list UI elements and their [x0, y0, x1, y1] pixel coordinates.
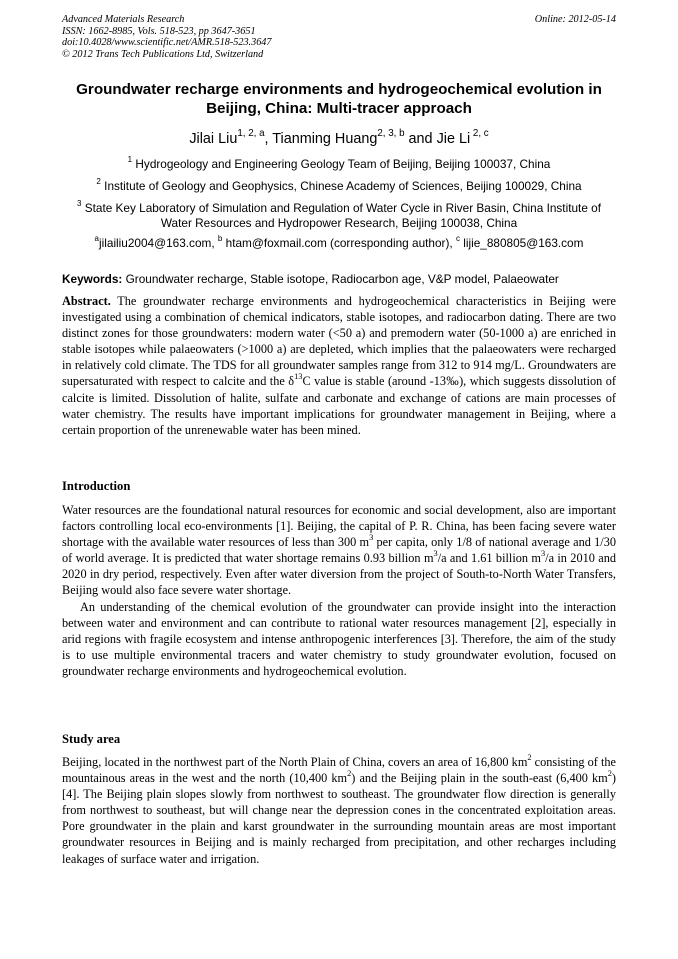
study-area-body [62, 754, 616, 867]
online-date: Online: 2012-05-14 [534, 14, 616, 25]
paragraph-text: per capita, only 1/8 of national average and 1/30 of world average. It is predicted that water shortage remains 0.93 billion m [62, 535, 616, 566]
author-name: Jilai Liu [189, 131, 238, 147]
author-superscript: 2, c [470, 127, 489, 139]
author-separator: , [264, 131, 273, 147]
affiliation-superscript: 3 [76, 198, 82, 208]
email-superscript: a [94, 233, 100, 243]
paragraph-text: consisting of the mountainous areas in the west and the north (10,400 km [62, 755, 616, 786]
affiliation-text: Institute of Geology and Geophysics, Chinese Academy of Sciences, Beijing 100029, China [100, 179, 582, 193]
journal-name: Advanced Materials Research [62, 14, 185, 25]
introduction-paragraph-2: An understanding of the chemical evolution of the groundwater can provide insight into the interaction between water and environment and can contribute to rational water resources management [2], especially in arid regions with fragile ecosystem and intense anthropogenic interferences [3]. Therefore, the aim of the study is to use multiple environmental tracers and water chemistry to study groundwater evolution, focused on groundwater recharge environments and hydrogeochemical evolution. [62, 599, 616, 678]
affiliation-text: State Key Laboratory of Simulation and Regulation of Water Cycle in River Basin, China Institute of [81, 201, 601, 215]
unit-superscript: 3 [433, 548, 438, 558]
affiliation-3 [40, 198, 638, 231]
unit-superscript: 3 [369, 532, 374, 542]
author-name: Jie Li [436, 131, 471, 147]
paragraph-text: ) [4]. The Beijing plain slopes slowly from northwest to southeast. The groundwater flow direction is generally from northwest to southeast, but will change near the depression cones in the concentrated exploitation areas. Pore groundwater in the plain and karst groundwater in the surrounding mountain areas are most important groundwater resources in Beijing and is mainly recharged from precipitation, and other recharges including leakages of surface water and irrigation. [62, 771, 616, 866]
author-separator: and [404, 131, 437, 147]
author-superscript: 2, 3, b [377, 127, 405, 139]
keywords-label: Keywords: [62, 272, 123, 286]
author-list [40, 127, 638, 148]
affiliation-text: Hydrogeology and Engineering Geology Team of Beijing, Beijing 100037, China [132, 157, 551, 171]
author-superscript: 1, 2, a [237, 127, 265, 139]
affiliation-2 [40, 176, 638, 194]
abstract-text: The groundwater recharge environments and hydrogeochemical characteristics in Beijing were investigated using a combination of chemical indicators, stable isotopes, and radiocarbon dating. There are two distinct zones for those groundwaters: modern water (<50 a) and premodern water (50-1000 a) are enriched in stable isotopes while palaeowaters (>1000 a) are depleted, which implies that the palaeowaters were recharged in relatively cold climate. The TDS for all groundwater samples range from 312 to 914 mg/L. Groundwaters are supersaturated with respect to calcite and the δ [62, 294, 616, 389]
keywords-text: Groundwater recharge, Stable isotope, Radiocarbon age, V&P model, Palaeowater [122, 272, 559, 286]
paragraph-text: Water resources are the foundational natural resources for economic and social development, also are important factors controlling local eco-environments [1]. Beijing, the capital of P. R. China, has been facing severe water shortage with the available water resources of less than 300 m [62, 503, 616, 550]
abstract-text: C value is stable (around -13‰), which suggests dissolution of calcite is limited. Dissolution of halite, sulfate and carbonate and exchange of cations are main processes of water chemistry. The results have important implications for groundwater management in Beijing, where a certain proportion of the unrenewable water has been mined. [62, 374, 616, 437]
study-area-heading: Study area [62, 732, 121, 746]
copyright-line: © 2012 Trans Tech Publications Ltd, Switzerland [62, 48, 264, 60]
introduction-body [62, 502, 616, 679]
unit-superscript: 3 [540, 548, 546, 558]
email-link[interactable]: htam@foxmail.com (corresponding author), [222, 236, 456, 250]
affiliation-text: Water Resources and Hydropower Research, Beijing 100038, China [160, 216, 518, 230]
keywords [62, 272, 622, 287]
email-superscript: c [455, 233, 460, 243]
paragraph-text: Beijing, located in the northwest part of the North Plain of China, covers an area of 16,800 km [62, 755, 528, 769]
paper-title: Groundwater recharge environments and hydrogeochemical evolution in Beijing, China: Multi-tracer approach [76, 81, 602, 117]
unit-superscript: 2 [607, 768, 612, 778]
paragraph-text: /a and 1.61 billion m [437, 551, 541, 566]
introduction-paragraph-1 [62, 502, 616, 599]
abstract-label: Abstract. [62, 294, 111, 308]
affiliation-1 [40, 154, 638, 172]
doi-line: doi:10.4028/www.scientific.net/AMR.518-523.3647 [62, 37, 272, 49]
abstract [62, 293, 616, 438]
unit-superscript: 2 [347, 768, 352, 778]
paragraph-text: /a in 2010 and 2020 in dry period, respectively. Even after water diversion from the project of South-to-North Water Transfers, Beijing would also face severe water shortage. [62, 551, 617, 598]
study-area-paragraph-1 [62, 754, 616, 867]
journal-header [62, 14, 616, 60]
affiliation-superscript: 2 [96, 176, 101, 186]
email-link[interactable]: jilailiu2004@163.com, [99, 236, 218, 250]
email-list [40, 233, 638, 251]
email-superscript: b [217, 233, 223, 243]
email-link[interactable]: lijie_880805@163.com [459, 236, 584, 250]
author-name: Tianming Huang [272, 131, 378, 147]
paragraph-text: ) and the Beijing plain in the south-east (6,400 km [351, 771, 608, 786]
unit-superscript: 2 [527, 752, 532, 762]
issn-line: ISSN: 1662-8985, Vols. 518-523, pp 3647-3651 [62, 25, 256, 37]
introduction-heading: Introduction [62, 479, 131, 493]
affiliation-superscript: 1 [127, 154, 133, 164]
isotope-superscript: 13 [294, 372, 303, 382]
